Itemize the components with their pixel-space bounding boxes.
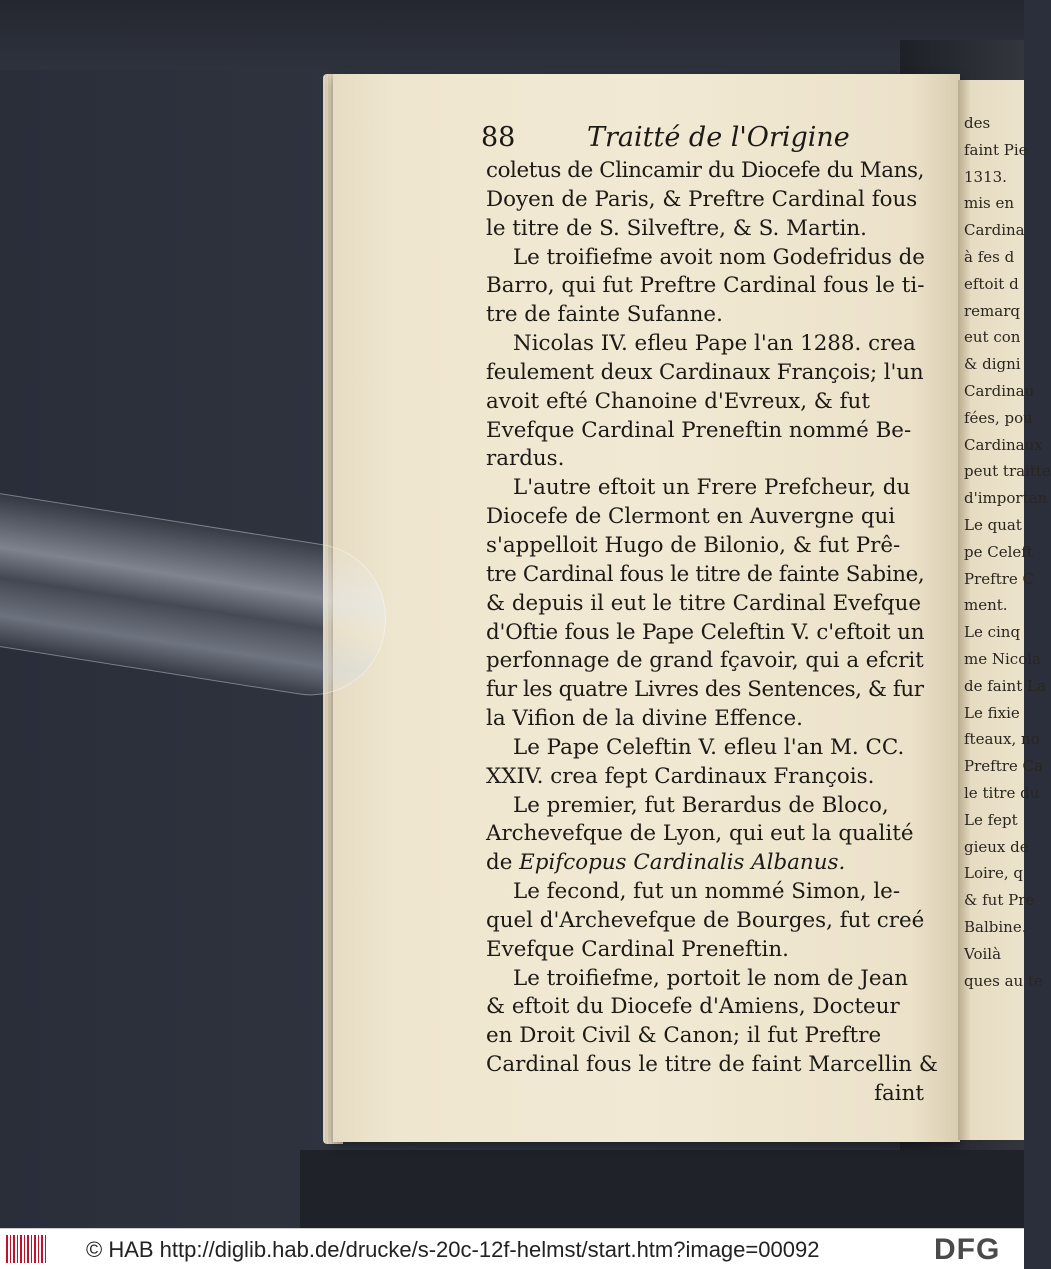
text-line: de Epifcopus Cardinalis Albanus. <box>486 850 846 876</box>
facing-text-line: Cardina <box>964 221 1025 240</box>
text-line: quel d'Archevefque de Bourges, fut creé <box>486 907 925 933</box>
text-line: s'appelloit Hugo de Bilonio, & fut Prê- <box>486 532 901 558</box>
text-line: le titre de S. Silveftre, & S. Martin. <box>486 215 867 241</box>
latin-title: Epifcopus Cardinalis Albanus. <box>519 850 846 876</box>
facing-text-line: gieux de <box>964 837 1029 856</box>
facing-text-line: remarq <box>964 301 1020 320</box>
text-line: en Droit Civil & Canon; il fut Preftre <box>486 1023 882 1049</box>
facing-text-line: fées, pou <box>964 408 1033 427</box>
facing-text-line: à fes d <box>964 247 1015 266</box>
text-line: Doyen de Paris, & Preftre Cardinal fous <box>486 186 918 212</box>
text-line: & eftoit du Diocefe d'Amiens, Docteur <box>486 994 900 1020</box>
text-line: Diocefe de Clermont en Auvergne qui <box>486 504 896 530</box>
text-line: L'autre eftoit un Frere Prefcheur, du <box>513 475 911 501</box>
text-line: Evefque Cardinal Preneftin nommé Be- <box>486 417 912 443</box>
text-line: la Vifion de la divine Effence. <box>486 706 803 732</box>
facing-text-line: Le cinq <box>964 623 1021 642</box>
facing-text-line: Le fept <box>964 810 1018 829</box>
catchword: faint <box>874 1081 924 1106</box>
text-line: rardus. <box>486 446 565 472</box>
facing-text-line: Cardinaux <box>964 435 1043 454</box>
text-line: Archevefque de Lyon, qui eut la qualité <box>486 821 914 847</box>
text-line: XXIV. crea fept Cardinaux François. <box>486 763 875 789</box>
text-line: Le troifiefme, portoit le nom de Jean <box>513 965 909 991</box>
page-body-text <box>486 157 938 1109</box>
facing-text-line: le titre du <box>964 783 1040 802</box>
facing-text-line: de faint La <box>964 676 1046 695</box>
text-line: Le Pape Celeftin V. efleu l'an M. CC. <box>513 734 905 760</box>
facing-text-line: eut con <box>964 328 1021 347</box>
text-line: perfonnage de grand fçavoir, qui a efcrit <box>486 648 924 674</box>
facing-text-line: Preftre C <box>964 569 1035 588</box>
facing-text-line: Le fixie <box>964 703 1020 722</box>
text-line: & depuis il eut le titre Cardinal Evefque <box>486 590 922 616</box>
text-line: Barro, qui fut Preftre Cardinal fous le ti- <box>486 273 925 299</box>
text-line: Nicolas IV. efleu Pape l'an 1288. crea <box>513 331 916 357</box>
page-number: 88 <box>481 122 516 153</box>
facing-page-text <box>958 80 1051 994</box>
facing-text-line: faint Pie <box>964 140 1028 159</box>
facing-text-line: & digni <box>964 355 1021 374</box>
text-line: Evefque Cardinal Preneftin. <box>486 936 789 962</box>
text-line: Le troifiefme avoit nom Godefridus de <box>513 244 925 270</box>
facing-text-line: ques au te <box>964 971 1043 990</box>
text-line: avoit efté Chanoine d'Evreux, & fut <box>486 388 870 414</box>
facing-text-line: Voilà <box>964 944 1002 963</box>
text-line: Le premier, fut Berardus de Bloco, <box>513 792 889 818</box>
facing-text-line: fteaux, no <box>964 730 1040 749</box>
text-line: tre Cardinal fous le titre de fainte Sabine, <box>486 561 925 587</box>
text-line: Cardinal fous le titre de faint Marcellin & <box>486 1052 938 1078</box>
text-line: d'Oftie fous le Pape Celeftin V. c'eftoit un <box>486 619 925 645</box>
facing-text-line: peut traitte <box>964 462 1051 481</box>
dfg-logo: DFG <box>934 1233 1001 1266</box>
facing-text-line: Loire, q <box>964 864 1023 883</box>
facing-page <box>958 80 1051 1140</box>
page-header <box>481 122 921 158</box>
viewer-footer <box>0 1228 1024 1269</box>
text-line: tre de fainte Sufanne. <box>486 302 723 328</box>
facing-text-line: d'importan <box>964 489 1048 508</box>
hab-logo-icon <box>6 1235 48 1263</box>
facing-text-line: 1313. <box>964 167 1007 186</box>
text-line: fur les quatre Livres des Sentences, & fur <box>486 677 924 703</box>
facing-text-line: ment. <box>964 596 1008 615</box>
text-line: Le fecond, fut un nommé Simon, le- <box>513 879 901 905</box>
text-line: feulement deux Cardinaux François; l'un <box>486 359 924 385</box>
facing-text-line: eftoit d <box>964 274 1019 293</box>
copyright-url[interactable]: © HAB http://diglib.hab.de/drucke/s-20c-12f-helmst/start.htm?image=00092 <box>86 1237 820 1262</box>
facing-text-line: mis en <box>964 194 1015 213</box>
facing-text-line: & fut Pre <box>964 891 1035 910</box>
facing-text-line: Le quat <box>964 515 1022 534</box>
book-cover-bottom <box>300 1150 1024 1228</box>
facing-text-line: me Nicola <box>964 649 1041 668</box>
running-title: Traitté de l'Origine <box>587 122 850 153</box>
facing-text-line: Cardinau <box>964 381 1035 400</box>
text-line: coletus de Clincamir du Diocefe du Mans, <box>486 158 924 183</box>
facing-text-line: Preftre Ca <box>964 757 1043 776</box>
facing-text-line: pe Celeft <box>964 542 1033 561</box>
facing-text-line: Balbine. <box>964 917 1027 936</box>
facing-text-line: des <box>964 114 991 132</box>
backdrop-cloth <box>0 0 1024 70</box>
